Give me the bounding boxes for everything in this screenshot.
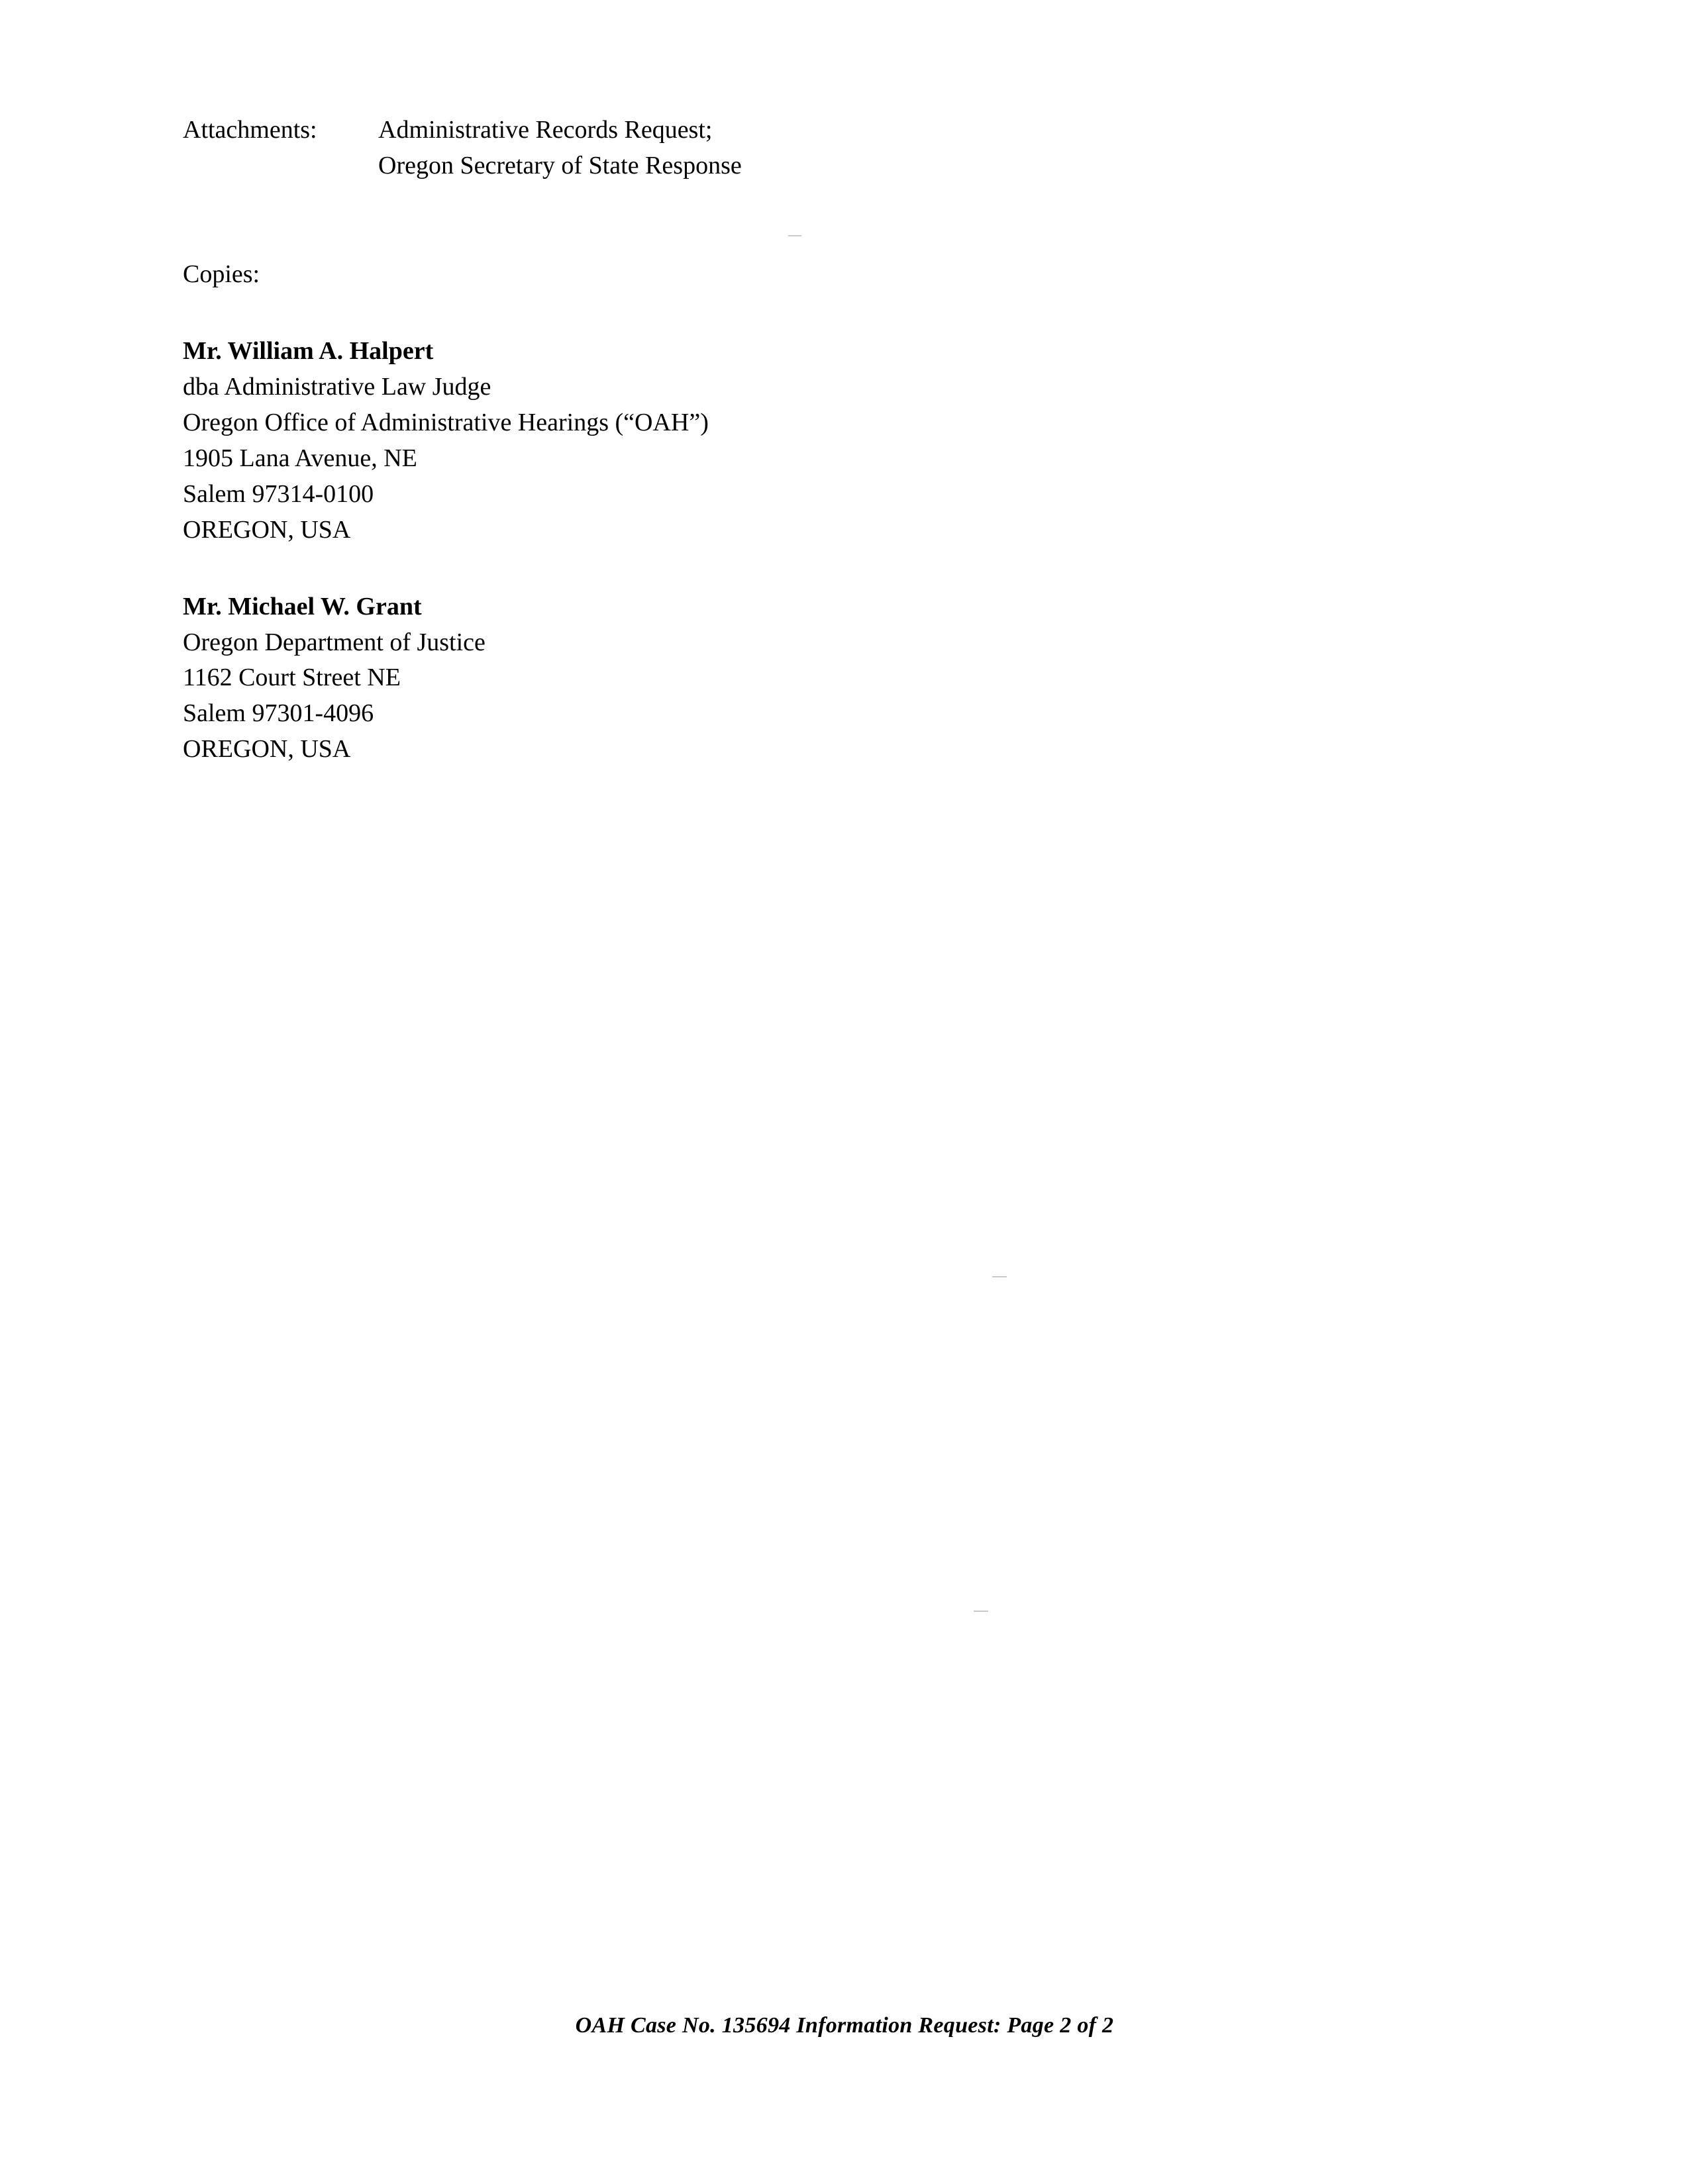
contact-line: OREGON, USA xyxy=(183,735,351,764)
attachments-list xyxy=(378,113,742,184)
attachments-section xyxy=(183,113,1441,184)
attachment-item: Administrative Records Request; xyxy=(378,116,713,144)
attachments-label: Attachments: xyxy=(183,116,317,144)
contact-line: Oregon Office of Administrative Hearings (“OAH”) xyxy=(183,408,709,436)
document-body xyxy=(183,113,1441,768)
contact-name: Mr. William A. Halpert xyxy=(183,336,434,365)
contact-line: Salem 97314-0100 xyxy=(183,479,374,508)
contact-block-halpert xyxy=(183,334,1441,548)
page-footer: OAH Case No. 135694 Information Request: Page 2 of 2 xyxy=(575,2013,1114,2038)
attachment-item: Oregon Secretary of State Response xyxy=(378,151,742,179)
contact-block-grant xyxy=(183,589,1441,768)
contact-line: OREGON, USA xyxy=(183,515,351,544)
contact-line: 1905 Lana Avenue, NE xyxy=(183,444,417,472)
stray-mark-icon xyxy=(992,1276,1007,1277)
contact-line: Oregon Department of Justice xyxy=(183,628,486,656)
contact-name: Mr. Michael W. Grant xyxy=(183,592,422,620)
stray-mark-icon xyxy=(974,1611,988,1612)
contact-line: 1162 Court Street NE xyxy=(183,664,401,692)
contact-line: Salem 97301-4096 xyxy=(183,699,374,728)
copies-label: Copies: xyxy=(183,260,260,288)
contact-line: dba Administrative Law Judge xyxy=(183,372,491,401)
